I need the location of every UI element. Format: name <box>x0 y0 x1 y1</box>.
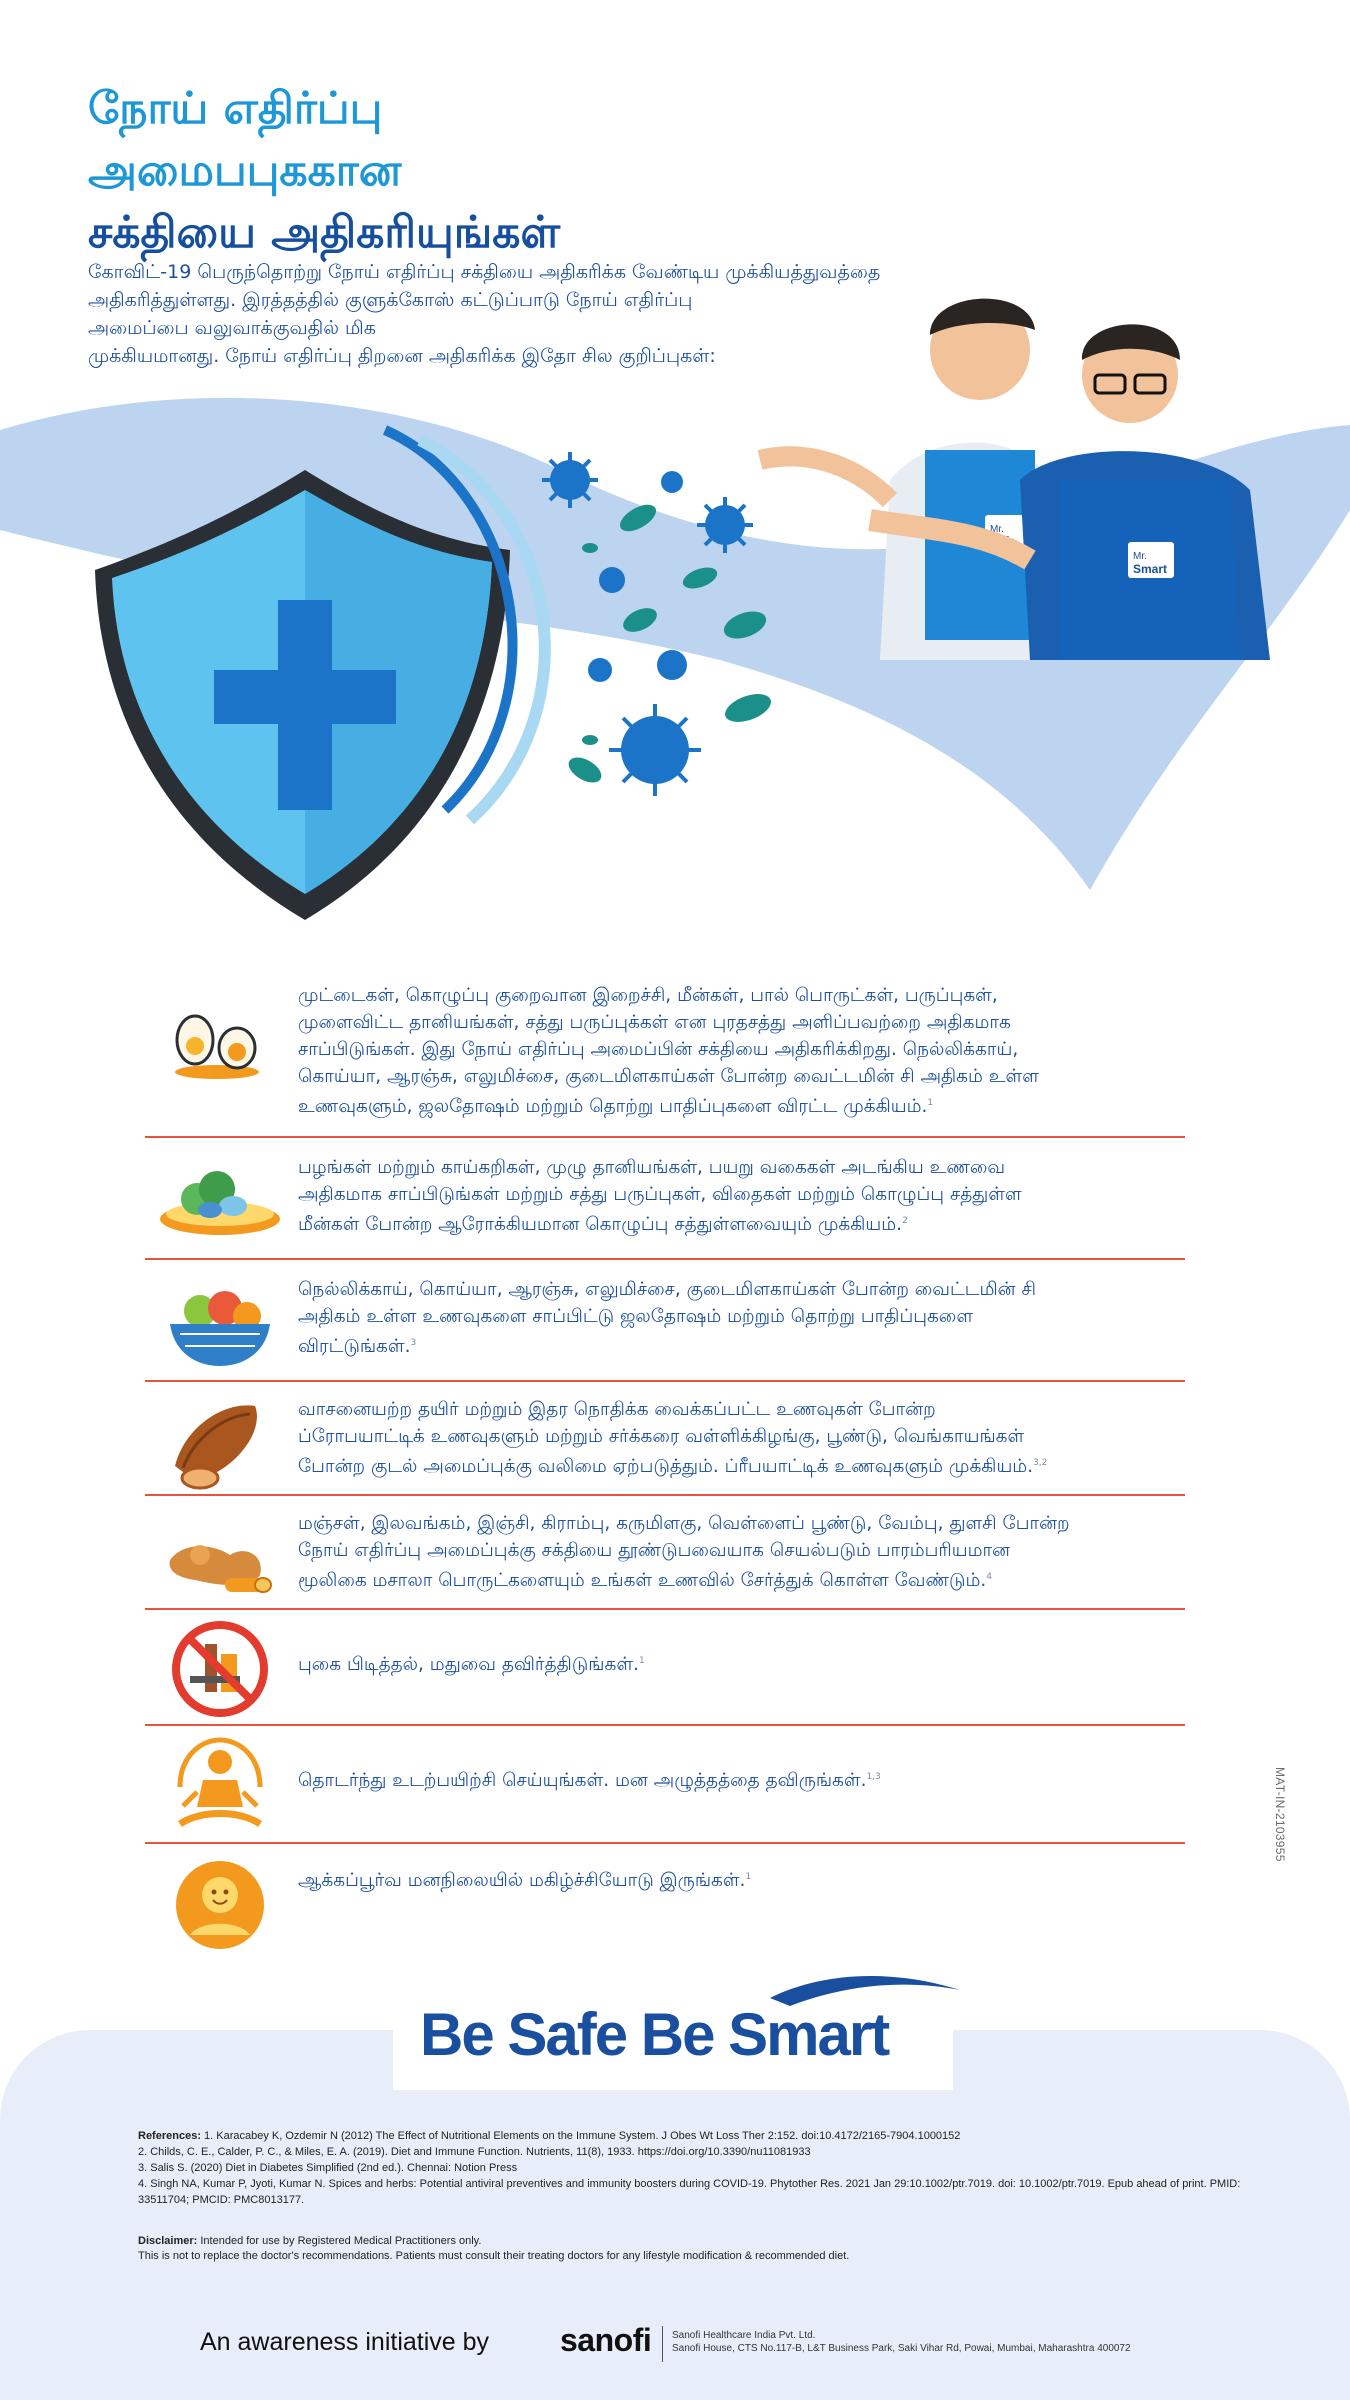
tip-line: முட்டைகள், கொழுப்பு குறைவான இறைச்சி, மீன்கள், பால் பொருட்கள், பருப்புகள், <box>298 985 998 1006</box>
list-item <box>145 1610 1185 1726</box>
disclaimer-text: Intended for use by Registered Medical Practitioners only. <box>197 2235 482 2247</box>
reference-sup: 3 <box>410 1338 417 1348</box>
reference-sup: 3,2 <box>1033 1458 1048 1468</box>
tip-text <box>298 1764 1178 1794</box>
tip-line: தொடர்ந்து உடற்பயிற்சி செய்யுங்கள். மன அழுத்தத்தை தவிருங்கள். <box>298 1770 867 1792</box>
tip-line: மூலிகை மசாலா பொருட்களையும் உங்கள் உணவில் சேர்த்துக் கொள்ள வேண்டும். <box>298 1570 987 1592</box>
tip-text <box>298 1864 1178 1894</box>
tip-line: மஞ்சள், இலவங்கம், இஞ்சி, கிராம்பு, கருமிளகு, வெள்ளைப் பூண்டு, வேம்பு, துளசி போன்ற <box>298 1513 1070 1534</box>
tip-line: புகை பிடித்தல், மதுவை தவிர்த்திடுங்கள். <box>298 1654 639 1676</box>
intro-line-2: அதிகரித்துள்ளது. இரத்தத்தில் குளுக்கோஸ் கட்டுப்பாடு நோய் எதிர்ப்பு <box>88 289 693 311</box>
reference-item: 2. Childs, C. E., Calder, P. C., & Miles, E. A. (2019). Diet and Immune Function. Nutrients, 11(8), 1933. https://doi.org/10.3390/nu11081933 <box>138 2146 811 2158</box>
intro-line-3: அமைப்பை வலுவாக்குவதில் மிக <box>88 317 376 339</box>
smiley-icon <box>155 1850 285 1960</box>
tip-line: சாப்பிடுங்கள். இது நோய் எதிர்ப்பு அமைப்பின் சக்தியை அதிகரிக்கிறது. நெல்லிக்காய், <box>298 1039 1019 1060</box>
list-item <box>145 1260 1185 1382</box>
material-code-text: MAT-IN-2103955 <box>1273 1767 1287 1862</box>
reference-sup: 1 <box>927 1098 934 1108</box>
mr-smart-badge-l2: Smart <box>1133 562 1168 576</box>
tip-text <box>298 1510 1178 1594</box>
list-item <box>145 1844 1185 1954</box>
tip-text <box>298 1648 1178 1678</box>
reference-sup: 1,3 <box>866 1772 881 1782</box>
mr-safe-badge-l1: Mr. <box>990 524 1004 535</box>
disclaimer-text: This is not to replace the doctor's recommendations. Patients must consult their treating doctors for any lifestyle modification & recommended diet. <box>138 2250 850 2262</box>
tip-text <box>298 982 1178 1120</box>
page-title <box>88 78 788 264</box>
company-name: Sanofi Healthcare India Pvt. Ltd. <box>672 2330 816 2341</box>
sweet-potato-icon <box>155 1386 285 1496</box>
company-address: Sanofi House, CTS No.117-B, L&T Business Park, Saki Vihar Rd, Powai, Mumbai, Maharashtra 400072 <box>672 2343 1131 2354</box>
title-line-2: அமைபபுககான <box>88 145 402 196</box>
sanofi-logo: sanofi <box>560 2322 652 2358</box>
mr-smart-badge-l1: Mr. <box>1133 551 1147 562</box>
reference-sup: 1 <box>745 1872 752 1882</box>
no-smoking-drinking-icon <box>155 1614 285 1724</box>
tip-line: முளைவிட்ட தானியங்கள், சத்து பருப்புக்கள் என புரதசத்து அளிப்பவற்றை அதிகமாக <box>298 1012 1011 1033</box>
list-item <box>145 1382 1185 1496</box>
tip-line: அதிகமாக சாப்பிடுங்கள் மற்றும் சத்து பருப்புகள், விதைகள் மற்றும் கொழுப்பு சத்துள்ள <box>298 1184 1022 1205</box>
company-info <box>672 2329 1131 2355</box>
tip-line: போன்ற குடல் அமைப்புக்கு வலிமை ஏற்படுத்தும். ப்ரீபயாட்டிக் உணவுகளும் முக்கியம். <box>298 1456 1034 1478</box>
eggs-icon <box>155 990 285 1100</box>
meditation-icon <box>155 1732 285 1842</box>
hero-illustration <box>0 280 1350 920</box>
intro-line-4: முக்கியமானது. நோய் எதிர்ப்பு திறனை அதிகரிக்க இதோ சில குறிப்புகள்: <box>88 345 716 367</box>
footer-divider <box>662 2326 663 2362</box>
disclaimer <box>138 2234 1288 2264</box>
title-line-1: நோய் எதிர்ப்பு <box>88 83 383 134</box>
reference-sup: 2 <box>902 1216 908 1226</box>
list-item <box>145 1726 1185 1844</box>
reference-sup: 1 <box>638 1656 645 1666</box>
list-item <box>145 1138 1185 1260</box>
title-line-3: சக்தியை அதிகரியுங்கள் <box>88 207 561 258</box>
material-code <box>1270 1767 1292 1890</box>
tip-line: நெல்லிக்காய், கொய்யா, ஆரஞ்சு, எலுமிச்சை, குடைமிளகாய்கள் போன்ற வைட்டமின் சி <box>298 1279 1036 1300</box>
reference-item: 1. Karacabey K, Ozdemir N (2012) The Effect of Nutritional Elements on the Immune System. J Obes Wt Loss Ther 2:152. doi:10.4172/2165-7904.1000152 <box>200 2130 961 2142</box>
tip-line: அதிகம் உள்ள உணவுகளை சாப்பிட்டு ஜலதோஷம் மற்றும் தொற்று பாதிப்புகளை <box>298 1306 974 1327</box>
reference-item: 3. Salis S. (2020) Diet in Diabetes Simplified (2nd ed.). Chennai: Notion Press <box>138 2162 518 2174</box>
awareness-text: An awareness initiative by <box>200 2328 490 2356</box>
references <box>138 2128 1288 2208</box>
disclaimer-label: Disclaimer: <box>138 2235 198 2247</box>
tip-text <box>298 1396 1178 1480</box>
tip-text <box>298 1276 1178 1360</box>
tip-line: பழங்கள் மற்றும் காய்கறிகள், முழு தானியங்கள், பயறு வகைகள் அடங்கிய உணவை <box>298 1157 1006 1178</box>
tip-text <box>298 1154 1178 1238</box>
tip-line: கொய்யா, ஆரஞ்சு, எலுமிச்சை, குடைமிளகாய்கள் போன்ற வைட்டமின் சி அதிகம் உள்ள <box>298 1066 1039 1087</box>
reference-sup: 4 <box>986 1572 993 1582</box>
tip-line: ஆக்கப்பூர்வ மனநிலையில் மகிழ்ச்சியோடு இருங்கள். <box>298 1870 746 1892</box>
be-safe-be-smart-logo: Be Safe Be Smart <box>420 2001 889 2068</box>
tip-line: உணவுகளும், ஜலதோஷம் மற்றும் தொற்று பாதிப்புகளை விரட்ட முக்கியம். <box>298 1096 928 1118</box>
tip-line: மீன்கள் போன்ற ஆரோக்கியமான கொழுப்பு சத்துள்ளவையும் முக்கியம். <box>298 1214 903 1236</box>
tip-line: விரட்டுங்கள். <box>298 1336 411 1358</box>
mr-safe-badge-l2: Safe <box>990 534 1016 548</box>
ginger-turmeric-icon <box>155 1500 285 1610</box>
reference-item: 4. Singh NA, Kumar P, Jyoti, Kumar N. Spices and herbs: Potential antiviral preventives and immunity boosters during COVID-19. Phytother Res. 2021 Jan 29:10.1002/ptr.7019. doi: 10.1002/ptr.7019. Epub ahead of print. PMID: 33511704; PMCID: PMC8013177. <box>138 2178 1241 2206</box>
list-item <box>145 960 1185 1138</box>
fruit-bowl-icon <box>155 1266 285 1376</box>
tips-list <box>145 960 1185 1954</box>
tip-line: நோய் எதிர்ப்பு அமைப்புக்கு சக்தியை தூண்டுபவையாக செயல்படும் பாரம்பரியமான <box>298 1540 1011 1561</box>
list-item <box>145 1496 1185 1610</box>
intro-line-1: கோவிட்-19 பெருந்தொற்று நோய் எதிர்ப்பு சக்தியை அதிகரிக்க வேண்டிய முக்கியத்துவத்தை <box>88 261 881 283</box>
tip-line: வாசனையற்ற தயிர் மற்றும் இதர நொதிக்க வைக்கப்பட்ட உணவுகள் போன்ற <box>298 1399 936 1420</box>
tip-line: ப்ரோபயாட்டிக் உணவுகளும் மற்றும் சர்க்கரை வள்ளிக்கிழங்கு, பூண்டு, வெங்காயங்கள் <box>298 1426 1025 1447</box>
vegetable-plate-icon <box>155 1144 285 1254</box>
references-label: References: <box>138 2130 201 2142</box>
